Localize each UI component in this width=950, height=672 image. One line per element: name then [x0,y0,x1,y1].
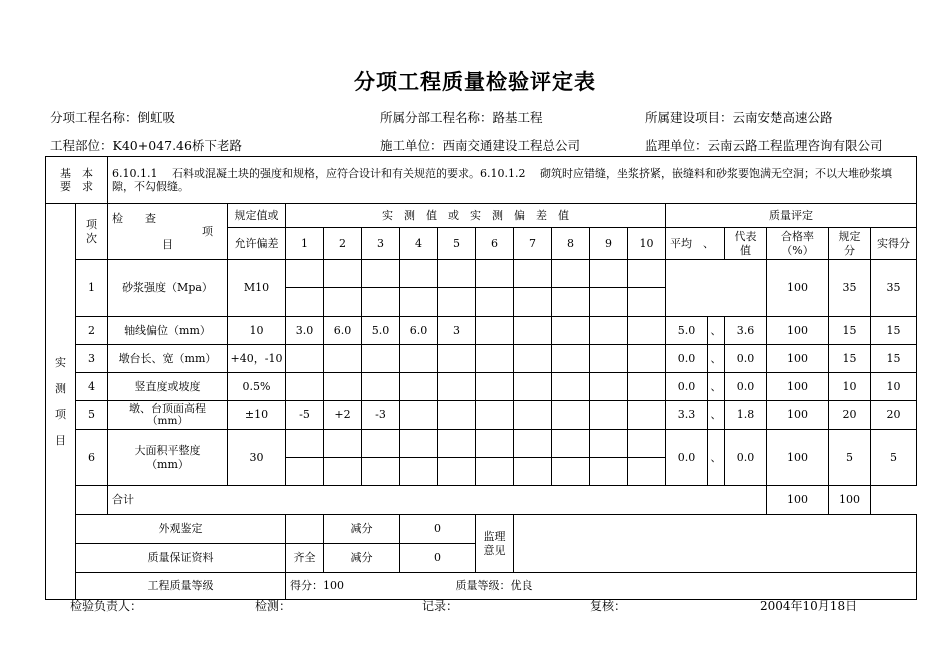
value-cell [552,373,590,401]
row-rate: 100 [767,317,829,345]
actual-score-header: 实得分 [871,228,917,260]
value-cell [552,288,590,317]
row-rate: 100 [767,345,829,373]
value-cell [514,260,552,288]
value-cell [514,317,552,345]
spec-header-1: 规定值或 [228,204,286,228]
row-spec: M10 [228,260,286,317]
value-cell [400,401,438,430]
value-cell [400,373,438,401]
assurance-deduct-value: 0 [400,544,476,573]
row-spec: ±10 [228,401,286,430]
value-cell [628,288,666,317]
value-cell [400,288,438,317]
row-rep: 1.8 [725,401,767,430]
supervision-opinion-content [514,515,917,573]
pass-rate-header: 合格率 （%） [767,228,829,260]
assurance-deduct-label: 减分 [324,544,400,573]
value-cell [286,430,324,458]
value-cell [628,345,666,373]
row-avg-rep [666,260,767,317]
footer-reviewer: 复核： [590,599,627,613]
footer-tester: 检测： [255,599,292,613]
row-std: 15 [829,345,871,373]
value-cell [362,373,400,401]
row-no: 2 [76,317,108,345]
grade-score: 得分：100 [290,579,344,593]
row-rate: 100 [767,401,829,430]
value-cell [324,430,362,458]
total-std: 100 [767,486,829,515]
row-sep: 、 [708,401,725,430]
footer-recorder: 记录： [422,599,459,613]
value-cell [590,288,628,317]
inspection-table [45,156,917,600]
value-cell [552,345,590,373]
row-rate: 100 [767,430,829,486]
value-cell [438,458,476,486]
value-cell [628,401,666,430]
row-avg: 0.0 [666,430,708,486]
row-avg: 0.0 [666,345,708,373]
row-spec: 0.5% [228,373,286,401]
row-sep: 、 [708,430,725,486]
row-rep: 0.0 [725,345,767,373]
value-cell [438,345,476,373]
row-rep: 3.6 [725,317,767,345]
value-cell [476,401,514,430]
value-cell [438,288,476,317]
value-cell [590,317,628,345]
value-cell: 3 [438,317,476,345]
value-cell: 3.0 [286,317,324,345]
appearance-label: 外观鉴定 [76,515,286,544]
value-cell [590,401,628,430]
quality-assessment-header: 质量评定 [666,204,917,228]
value-cell [438,401,476,430]
page-title: 分项工程质量检验评定表 [354,69,596,94]
value-cell [552,458,590,486]
row-item: 竖直度或坡度 [108,373,228,401]
appearance-status [286,515,324,544]
row-item: 墩、台顶面高程 （mm） [108,401,228,430]
total-label: 合计 [108,486,767,515]
footer-inspector: 检验负责人： [70,599,143,613]
row-sep: 、 [708,373,725,401]
value-cell: 6.0 [324,317,362,345]
sub-project-name: 分项工程名称：倒虹吸 [50,110,176,125]
row-std: 35 [829,260,871,317]
total-blank [76,486,108,515]
value-cell [438,430,476,458]
grade-label: 工程质量等级 [76,573,286,600]
value-cell [286,373,324,401]
row-got: 20 [871,401,917,430]
row-avg: 3.3 [666,401,708,430]
row-item: 轴线偏位（mm） [108,317,228,345]
value-cell [324,458,362,486]
assurance-label: 质量保证资料 [76,544,286,573]
row-got: 10 [871,373,917,401]
row-got: 15 [871,317,917,345]
value-cell [628,430,666,458]
grade-content [286,573,917,600]
col-header: 4 [400,228,438,260]
value-cell [476,317,514,345]
row-got: 35 [871,260,917,317]
value-cell [438,373,476,401]
value-cell [362,288,400,317]
value-cell [324,373,362,401]
value-cell: 5.0 [362,317,400,345]
value-cell [362,430,400,458]
value-cell [476,458,514,486]
rep-header: 代表值 [725,228,767,260]
row-got: 5 [871,430,917,486]
value-cell [324,345,362,373]
row-sep: 、 [708,345,725,373]
value-cell [590,345,628,373]
value-cell [552,260,590,288]
value-cell [514,288,552,317]
value-cell [628,458,666,486]
value-cell [590,458,628,486]
value-cell [514,345,552,373]
measured-items-label: 实测项目 [46,204,76,600]
row-spec: 30 [228,430,286,486]
col-header: 7 [514,228,552,260]
row-avg: 0.0 [666,373,708,401]
value-cell [438,260,476,288]
supervision-opinion-label: 监理意见 [476,515,514,573]
row-no: 5 [76,401,108,430]
value-cell [286,260,324,288]
basic-requirements-label: 基 本 要 求 [46,157,108,204]
total-got: 100 [829,486,871,515]
value-cell [590,260,628,288]
basic-requirements-text: 6.10.1.1 石料或混凝土块的强度和规格，应符合设计和有关规范的要求。6.10.1.2 砌筑时应错缝，坐浆挤紧，嵌缝料和砂浆要饱满无空洞；不以大堆砂浆填隙，不勾假缝。 [108,157,917,204]
row-spec: 10 [228,317,286,345]
value-cell: -3 [362,401,400,430]
grade-level: 质量等级：优良 [455,579,533,593]
value-cell [628,260,666,288]
row-avg: 5.0 [666,317,708,345]
value-cell [400,430,438,458]
col-header: 6 [476,228,514,260]
std-score-header: 规定 分 [829,228,871,260]
col-header: 2 [324,228,362,260]
value-cell [514,458,552,486]
row-no: 6 [76,430,108,486]
value-cell [400,458,438,486]
row-spec: +40，-10 [228,345,286,373]
avg-header: 平均 、 [666,228,725,260]
row-no: 1 [76,260,108,317]
assurance-status: 齐全 [286,544,324,573]
division-name: 所属分部工程名称：路基工程 [380,110,543,125]
value-cell [286,458,324,486]
footer-date: 2004年10月18日 [760,599,858,613]
row-sep: 、 [708,317,725,345]
row-rep: 0.0 [725,373,767,401]
supervisor-name: 监理单位：云南云路工程监理咨询有限公司 [645,138,883,153]
value-cell [552,401,590,430]
value-cell: +2 [324,401,362,430]
spec-header-2: 允许偏差 [228,228,286,260]
row-got: 15 [871,345,917,373]
row-item: 大面积平整度 （mm） [108,430,228,486]
value-cell [476,345,514,373]
col-header: 3 [362,228,400,260]
value-cell [514,373,552,401]
value-cell [552,317,590,345]
value-cell [400,260,438,288]
value-cell [362,458,400,486]
row-rate: 100 [767,373,829,401]
construction-project: 所属建设项目：云南安楚高速公路 [645,110,833,125]
row-std: 20 [829,401,871,430]
value-cell [286,345,324,373]
value-cell [590,373,628,401]
appearance-deduct-value: 0 [400,515,476,544]
value-cell [476,260,514,288]
row-std: 10 [829,373,871,401]
value-cell [476,373,514,401]
row-no: 3 [76,345,108,373]
value-cell [286,288,324,317]
check-item-header: 检 查 项 目 [108,204,228,260]
col-header: 1 [286,228,324,260]
row-no: 4 [76,373,108,401]
value-cell [324,288,362,317]
col-header: 8 [552,228,590,260]
seq-header: 项次 [76,204,108,260]
value-cell [514,401,552,430]
appearance-deduct-label: 减分 [324,515,400,544]
value-cell [362,260,400,288]
value-cell [476,430,514,458]
value-cell [552,430,590,458]
project-location: 工程部位：K40+047.46桥下老路 [50,138,242,153]
value-cell [514,430,552,458]
row-item: 砂浆强度（Mpa） [108,260,228,317]
contractor-name: 施工单位：西南交通建设工程总公司 [380,138,581,153]
value-cell: -5 [286,401,324,430]
value-cell [628,317,666,345]
value-cell [590,430,628,458]
row-std: 5 [829,430,871,486]
row-std: 15 [829,317,871,345]
value-cell [362,345,400,373]
row-rate: 100 [767,260,829,317]
value-cell [324,260,362,288]
col-header: 10 [628,228,666,260]
col-header: 5 [438,228,476,260]
value-cell [476,288,514,317]
row-rep: 0.0 [725,430,767,486]
measured-values-header: 实 测 值 或 实 测 偏 差 值 [286,204,666,228]
value-cell [400,345,438,373]
value-cell [628,373,666,401]
col-header: 9 [590,228,628,260]
row-item: 墩台长、宽（mm） [108,345,228,373]
value-cell: 6.0 [400,317,438,345]
